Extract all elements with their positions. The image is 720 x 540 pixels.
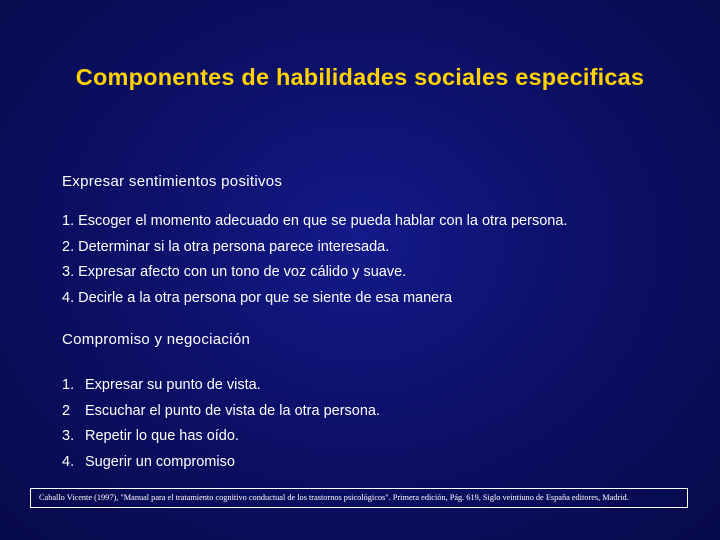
list-item-number: 1. — [62, 377, 75, 393]
positive-feelings-list — [62, 212, 567, 314]
list-item-text: Repetir lo que has oído. — [85, 428, 239, 444]
list-item-number: 3. — [62, 428, 75, 444]
list-item: 4. Decirle a la otra persona por que se siente de esa manera — [62, 289, 453, 306]
list-item — [62, 427, 380, 453]
negotiation-list — [62, 376, 380, 478]
slide-title: Componentes de habilidades sociales especificas — [75, 64, 645, 90]
list-item: 3. Expresar afecto con un tono de voz cálido y suave. — [62, 264, 407, 280]
list-item: 1. Escoger el momento adecuado en que se pueda hablar con la otra persona. — [62, 213, 568, 229]
list-item — [62, 402, 380, 428]
section-heading-positive-feelings: Expresar sentimientos positivos — [62, 173, 283, 190]
list-item-text: Sugerir un compromiso — [85, 453, 235, 470]
list-item: 2. Determinar si la otra persona parece interesada. — [62, 238, 390, 255]
list-item-text: Escuchar el punto de vista de la otra persona. — [85, 402, 381, 419]
section-heading-negotiation: Compromiso y negociación — [62, 331, 251, 348]
list-item-text: Expresar su punto de vista. — [85, 377, 261, 393]
list-item-number: 4. — [62, 453, 75, 470]
list-item-number: 2 — [62, 402, 71, 419]
citation-box: Caballo Vicente (1997), "Manual para el tratamiento cognitivo conductual de los trastornos psicológicos". Primera edición, Pág. 619, Siglo veintiuno de España editores, Madrid. — [30, 488, 688, 508]
list-item — [62, 376, 380, 402]
list-item — [62, 453, 380, 479]
